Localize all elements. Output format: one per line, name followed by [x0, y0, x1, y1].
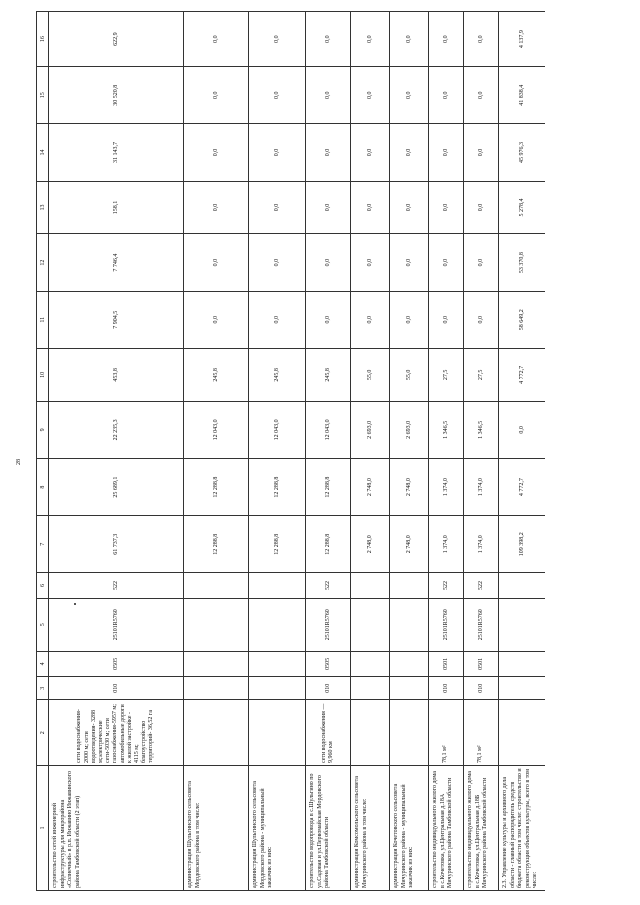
value-cell	[499, 573, 546, 598]
value-cell: 25101R5760	[306, 598, 351, 651]
table-row	[351, 12, 390, 891]
value-cell: 2 693,0	[351, 401, 390, 458]
value-cell: 12 288,8	[306, 516, 351, 573]
value-cell: 41 838,4	[499, 67, 546, 124]
value-cell: 0,0	[390, 234, 429, 291]
value-cell: 0505	[49, 651, 184, 676]
indicator-cell: 78,1 м²	[429, 700, 464, 766]
value-cell: 0,0	[464, 12, 499, 67]
indicator-cell	[249, 700, 306, 766]
col-header: 13	[37, 181, 49, 234]
col-header: 7	[37, 516, 49, 573]
value-cell: 0,0	[464, 181, 499, 234]
value-cell	[390, 677, 429, 700]
value-cell: 55,0	[351, 348, 390, 401]
row-label-cell: администрация Кочетовского сельсовета Мичуринского района - муниципальный заказчик из них:	[390, 766, 429, 891]
value-cell	[351, 651, 390, 676]
value-cell: 0,0	[249, 181, 306, 234]
indicator-cell: сети водоснабжения- 2000 м; сети водоотведения- 3288 м;электрические сети-5030 м; сети газоснабжения-5957 м; автомобильные дороги к жилой застройке - 4115 м; благоустройство территорий- 36,52 га	[49, 700, 184, 766]
value-cell: 245,8	[184, 348, 249, 401]
value-cell: 0,0	[390, 181, 429, 234]
row-label-cell: строительство индивидуального жилого дома в с.Кочетовка, ул.Центральная д.18А Мичуринского района Тамбовской области	[429, 766, 464, 891]
value-cell: 4 772,7	[499, 458, 546, 515]
value-cell: 58 649,2	[499, 291, 546, 348]
value-cell: 12 288,8	[184, 458, 249, 515]
row-label-cell: строительство водопровода в с.Шульгино по ул.Садовая и ул.Первомайская Мордовского района Тамбовской области	[306, 766, 351, 891]
value-cell	[184, 573, 249, 598]
row-label-cell: администрация Шульгинского сельсовета Мордовского района в том числе:	[184, 766, 249, 891]
value-cell: 25101R5760	[49, 598, 184, 651]
value-cell: 0,0	[390, 124, 429, 181]
value-cell	[249, 573, 306, 598]
col-header: 4	[37, 651, 49, 676]
value-cell: 245,8	[249, 348, 306, 401]
value-cell: 0,0	[184, 124, 249, 181]
value-cell: 1 374,0	[429, 458, 464, 515]
row-label-cell: администрация Комсомольского сельсовета Мичуринского района в том числе:	[351, 766, 390, 891]
table-row	[429, 12, 464, 891]
value-cell	[249, 651, 306, 676]
value-cell: 0,0	[351, 124, 390, 181]
value-cell: 22 235,3	[49, 401, 184, 458]
value-cell: 522	[49, 573, 184, 598]
value-cell: 0,0	[464, 124, 499, 181]
value-cell: 522	[464, 573, 499, 598]
value-cell: 0,0	[464, 291, 499, 348]
value-cell: 4 137,9	[499, 12, 546, 67]
value-cell: 0,0	[306, 291, 351, 348]
page-number: 28	[16, 459, 22, 465]
col-header: 14	[37, 124, 49, 181]
value-cell: 1 346,5	[464, 401, 499, 458]
value-cell	[249, 677, 306, 700]
value-cell: 0,0	[184, 12, 249, 67]
value-cell: 0,0	[351, 291, 390, 348]
value-cell: 0,0	[499, 401, 546, 458]
col-header: 10	[37, 348, 49, 401]
col-header: 3	[37, 677, 49, 700]
table-row	[184, 12, 249, 891]
value-cell: 0,0	[249, 234, 306, 291]
value-cell	[390, 598, 429, 651]
value-cell: 010	[306, 677, 351, 700]
indicator-cell: сети водоснабжения — 9,960 км	[306, 700, 351, 766]
value-cell: 12 043,0	[249, 401, 306, 458]
value-cell: 0,0	[184, 181, 249, 234]
value-cell: 010	[464, 677, 499, 700]
value-cell: 12 288,8	[249, 516, 306, 573]
value-cell: 12 043,0	[306, 401, 351, 458]
value-cell: 0,0	[390, 67, 429, 124]
value-cell: 25101R5760	[429, 598, 464, 651]
col-header: 2	[37, 700, 49, 766]
value-cell: 0,0	[429, 234, 464, 291]
table-row	[249, 12, 306, 891]
value-cell: 55,0	[390, 348, 429, 401]
table-row	[464, 12, 499, 891]
table-row	[49, 12, 184, 891]
value-cell: 0,0	[306, 234, 351, 291]
table-row	[306, 12, 351, 891]
col-header: 5	[37, 598, 49, 651]
value-cell	[390, 573, 429, 598]
value-cell: 25101R5760	[464, 598, 499, 651]
col-header: 15	[37, 67, 49, 124]
value-cell: 30 520,8	[49, 67, 184, 124]
value-cell: 1 374,0	[464, 516, 499, 573]
row-label-cell: строительство индивидуального жилого дома в с.Кочетовка, ул.Центральная д.18Б Мичуринского района Тамбовской области	[464, 766, 499, 891]
value-cell: 0,0	[249, 124, 306, 181]
value-cell: 010	[49, 677, 184, 700]
value-cell: 27,5	[464, 348, 499, 401]
value-cell: 0,0	[429, 291, 464, 348]
value-cell: 0,0	[184, 234, 249, 291]
value-cell: 453,8	[49, 348, 184, 401]
value-cell: 0505	[306, 651, 351, 676]
col-header: 11	[37, 291, 49, 348]
value-cell: 1 346,5	[429, 401, 464, 458]
value-cell: 7 746,4	[49, 234, 184, 291]
value-cell: 2 748,0	[351, 458, 390, 515]
row-label-cell: 2.3. Управление культуры и архивного дела области - главный распорядитель средств бюджета области в том числе: строительство и реконструкция объектов культуры, всего в том числе:	[499, 766, 546, 891]
value-cell	[184, 598, 249, 651]
budget-table	[36, 11, 545, 891]
value-cell: 622,9	[49, 12, 184, 67]
value-cell: 7 904,5	[49, 291, 184, 348]
col-header: 6	[37, 573, 49, 598]
value-cell: 2 693,0	[390, 401, 429, 458]
value-cell: 0,0	[249, 67, 306, 124]
value-cell: 0501	[464, 651, 499, 676]
value-cell: 4 772,7	[499, 348, 546, 401]
value-cell: 0,0	[429, 124, 464, 181]
value-cell: 0,0	[464, 67, 499, 124]
value-cell: 158,1	[49, 181, 184, 234]
value-cell: 12 288,8	[249, 458, 306, 515]
value-cell: 0,0	[184, 67, 249, 124]
value-cell: 0,0	[249, 12, 306, 67]
value-cell: 45 976,3	[499, 124, 546, 181]
value-cell	[184, 677, 249, 700]
value-cell: 53 370,8	[499, 234, 546, 291]
column-number-row	[37, 12, 49, 891]
value-cell: 522	[429, 573, 464, 598]
col-header: 1	[37, 766, 49, 891]
value-cell: 0,0	[390, 12, 429, 67]
value-cell: 245,8	[306, 348, 351, 401]
value-cell: 2 748,0	[390, 516, 429, 573]
indicator-cell	[390, 700, 429, 766]
value-cell: 25 689,1	[49, 458, 184, 515]
col-header: 12	[37, 234, 49, 291]
value-cell: 2 748,0	[390, 458, 429, 515]
value-cell: 0,0	[351, 234, 390, 291]
value-cell: 0,0	[184, 291, 249, 348]
value-cell: 12 288,8	[184, 516, 249, 573]
col-header: 16	[37, 12, 49, 67]
value-cell: 522	[306, 573, 351, 598]
value-cell: 12 043,0	[184, 401, 249, 458]
value-cell: 0,0	[390, 291, 429, 348]
value-cell: 31 143,7	[49, 124, 184, 181]
value-cell	[351, 598, 390, 651]
table-row	[499, 12, 546, 891]
row-label-cell: администрация Шульгинского сельсовета Мордовского района - муниципальный заказчик из них:	[249, 766, 306, 891]
value-cell: 0,0	[429, 67, 464, 124]
value-cell: 2 748,0	[351, 516, 390, 573]
value-cell	[249, 598, 306, 651]
value-cell: 0501	[429, 651, 464, 676]
value-cell	[499, 651, 546, 676]
value-cell: 0,0	[351, 181, 390, 234]
value-cell	[184, 651, 249, 676]
value-cell	[390, 651, 429, 676]
value-cell: 0,0	[249, 291, 306, 348]
value-cell: 109 398,2	[499, 516, 546, 573]
value-cell: 5 278,4	[499, 181, 546, 234]
col-header: 8	[37, 458, 49, 515]
value-cell: 010	[429, 677, 464, 700]
value-cell: 1 374,0	[429, 516, 464, 573]
value-cell: 0,0	[464, 234, 499, 291]
col-header: 9	[37, 401, 49, 458]
indicator-cell: 78,1 м²	[464, 700, 499, 766]
value-cell: 27,5	[429, 348, 464, 401]
table-row	[390, 12, 429, 891]
row-label-cell: строительство сетей инженерной инфраструктуры для микрорайона «Солнечный» в р.п. Инжавино Инжавинского района Тамбовской области (2 этап)	[49, 766, 184, 891]
value-cell: 0,0	[306, 124, 351, 181]
value-cell	[351, 573, 390, 598]
indicator-cell	[351, 700, 390, 766]
value-cell: 0,0	[306, 12, 351, 67]
value-cell: 0,0	[351, 67, 390, 124]
value-cell	[351, 677, 390, 700]
value-cell: 0,0	[429, 181, 464, 234]
value-cell: 1 374,0	[464, 458, 499, 515]
value-cell: 61 737,3	[49, 516, 184, 573]
value-cell: 12 288,8	[306, 458, 351, 515]
indicator-cell	[499, 700, 546, 766]
value-cell: 0,0	[429, 12, 464, 67]
value-cell: 0,0	[351, 12, 390, 67]
indicator-cell	[184, 700, 249, 766]
value-cell: 0,0	[306, 67, 351, 124]
value-cell	[499, 677, 546, 700]
value-cell	[499, 598, 546, 651]
value-cell: 0,0	[306, 181, 351, 234]
